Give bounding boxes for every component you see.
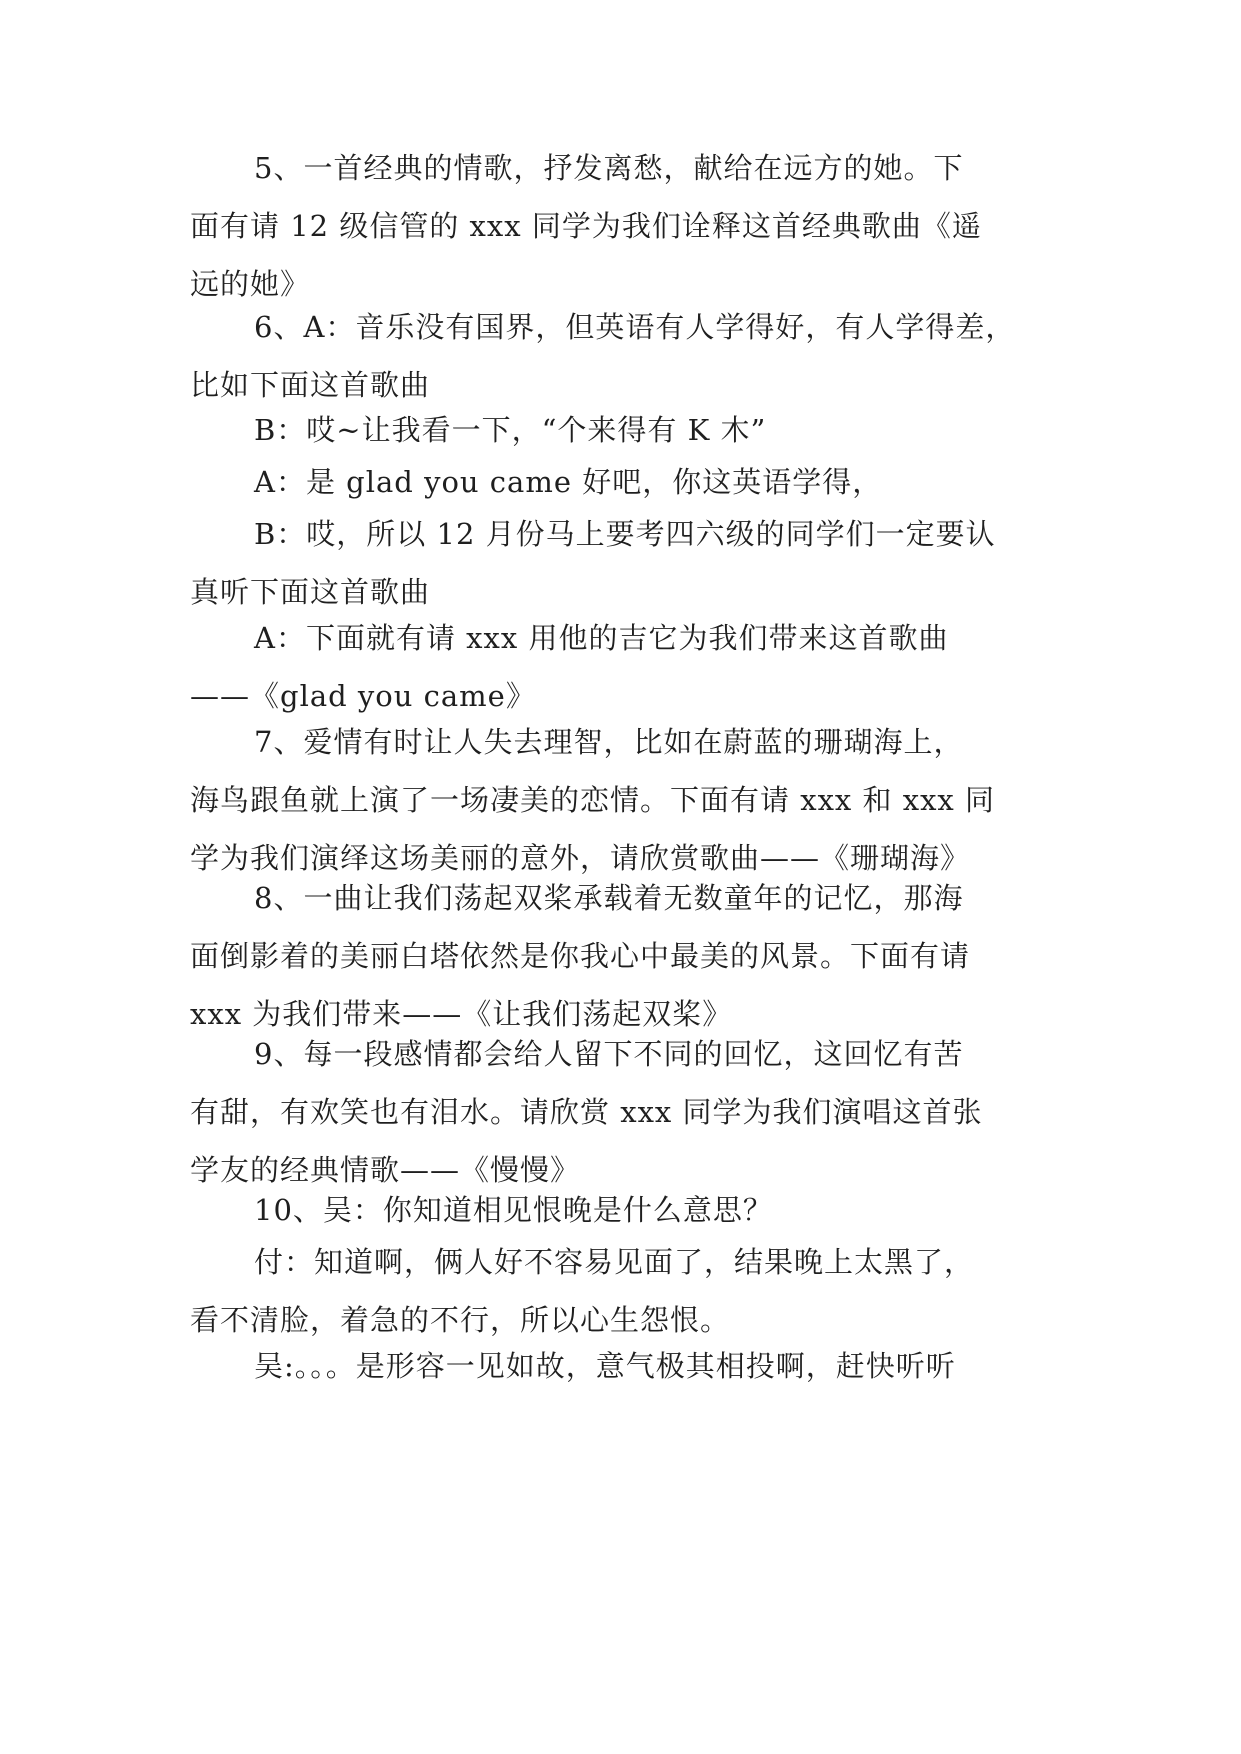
paragraph-item-7 [190, 713, 1070, 887]
text-line: ——《glad you came》 [190, 679, 536, 713]
paragraph-item-6-e [190, 609, 1070, 725]
text-line: A：下面就有请 xxx 用他的吉它为我们带来这首歌曲 [254, 621, 949, 655]
text-line: 5、一首经典的情歌，抒发离愁，献给在远方的她。下 [254, 151, 964, 185]
text-line: 学友的经典情歌——《慢慢》 [190, 1153, 581, 1187]
text-line: 9、每一段感情都会给人留下不同的回忆，这回忆有苦 [254, 1037, 964, 1071]
text-line: 7、爱情有时让人失去理智，比如在蔚蓝的珊瑚海上， [254, 725, 964, 759]
text-line: 付：知道啊，俩人好不容易见面了，结果晚上太黑了， [254, 1245, 975, 1279]
paragraph-item-9 [190, 1025, 1070, 1199]
text-line: 比如下面这首歌曲 [190, 368, 431, 402]
text-line: 远的她》 [190, 267, 311, 301]
text-line: xxx 为我们带来——《让我们荡起双桨》 [190, 997, 733, 1031]
paragraph-item-10-c [190, 1337, 1070, 1395]
text-line: 10、吴：你知道相见恨晚是什么意思？ [254, 1193, 773, 1227]
text-line: 8、一曲让我们荡起双桨承载着无数童年的记忆，那海 [254, 881, 964, 915]
paragraph-item-10-b [190, 1233, 1070, 1349]
text-line: 学为我们演绎这场美丽的意外，请欣赏歌曲——《珊瑚海》 [190, 841, 971, 875]
text-line: B：哎~让我看一下，“个来得有 K 木” [254, 413, 767, 447]
text-line: 面有请 12 级信管的 xxx 同学为我们诠释这首经典歌曲《遥 [190, 209, 982, 243]
paragraph-item-6-d [190, 505, 1070, 621]
paragraph-item-6-a [190, 298, 1070, 414]
text-line: 吴:。。。是形容一见如故，意气极其相投啊，赶快听听 [254, 1349, 956, 1383]
paragraph-item-10-a [190, 1181, 1070, 1239]
text-line: B：哎，所以 12 月份马上要考四六级的同学们一定要认 [254, 517, 996, 551]
text-line: 6、A：音乐没有国界，但英语有人学得好，有人学得差， [254, 310, 1016, 344]
text-line: 真听下面这首歌曲 [190, 575, 431, 609]
text-line: 有甜，有欢笑也有泪水。请欣赏 xxx 同学为我们演唱这首张 [190, 1095, 983, 1129]
paragraph-item-6-b [190, 401, 1070, 459]
text-line: 海鸟跟鱼就上演了一场凄美的恋情。下面有请 xxx 和 xxx 同 [190, 783, 996, 817]
paragraph-item-8 [190, 869, 1070, 1043]
paragraph-item-5 [190, 139, 1070, 313]
paragraph-item-6-c [190, 453, 1070, 511]
text-line: 看不清脸，着急的不行，所以心生怨恨。 [190, 1303, 731, 1337]
text-line: A：是 glad you came 好吧，你这英语学得， [254, 465, 883, 499]
text-line: 面倒影着的美丽白塔依然是你我心中最美的风景。下面有请 [190, 939, 971, 973]
